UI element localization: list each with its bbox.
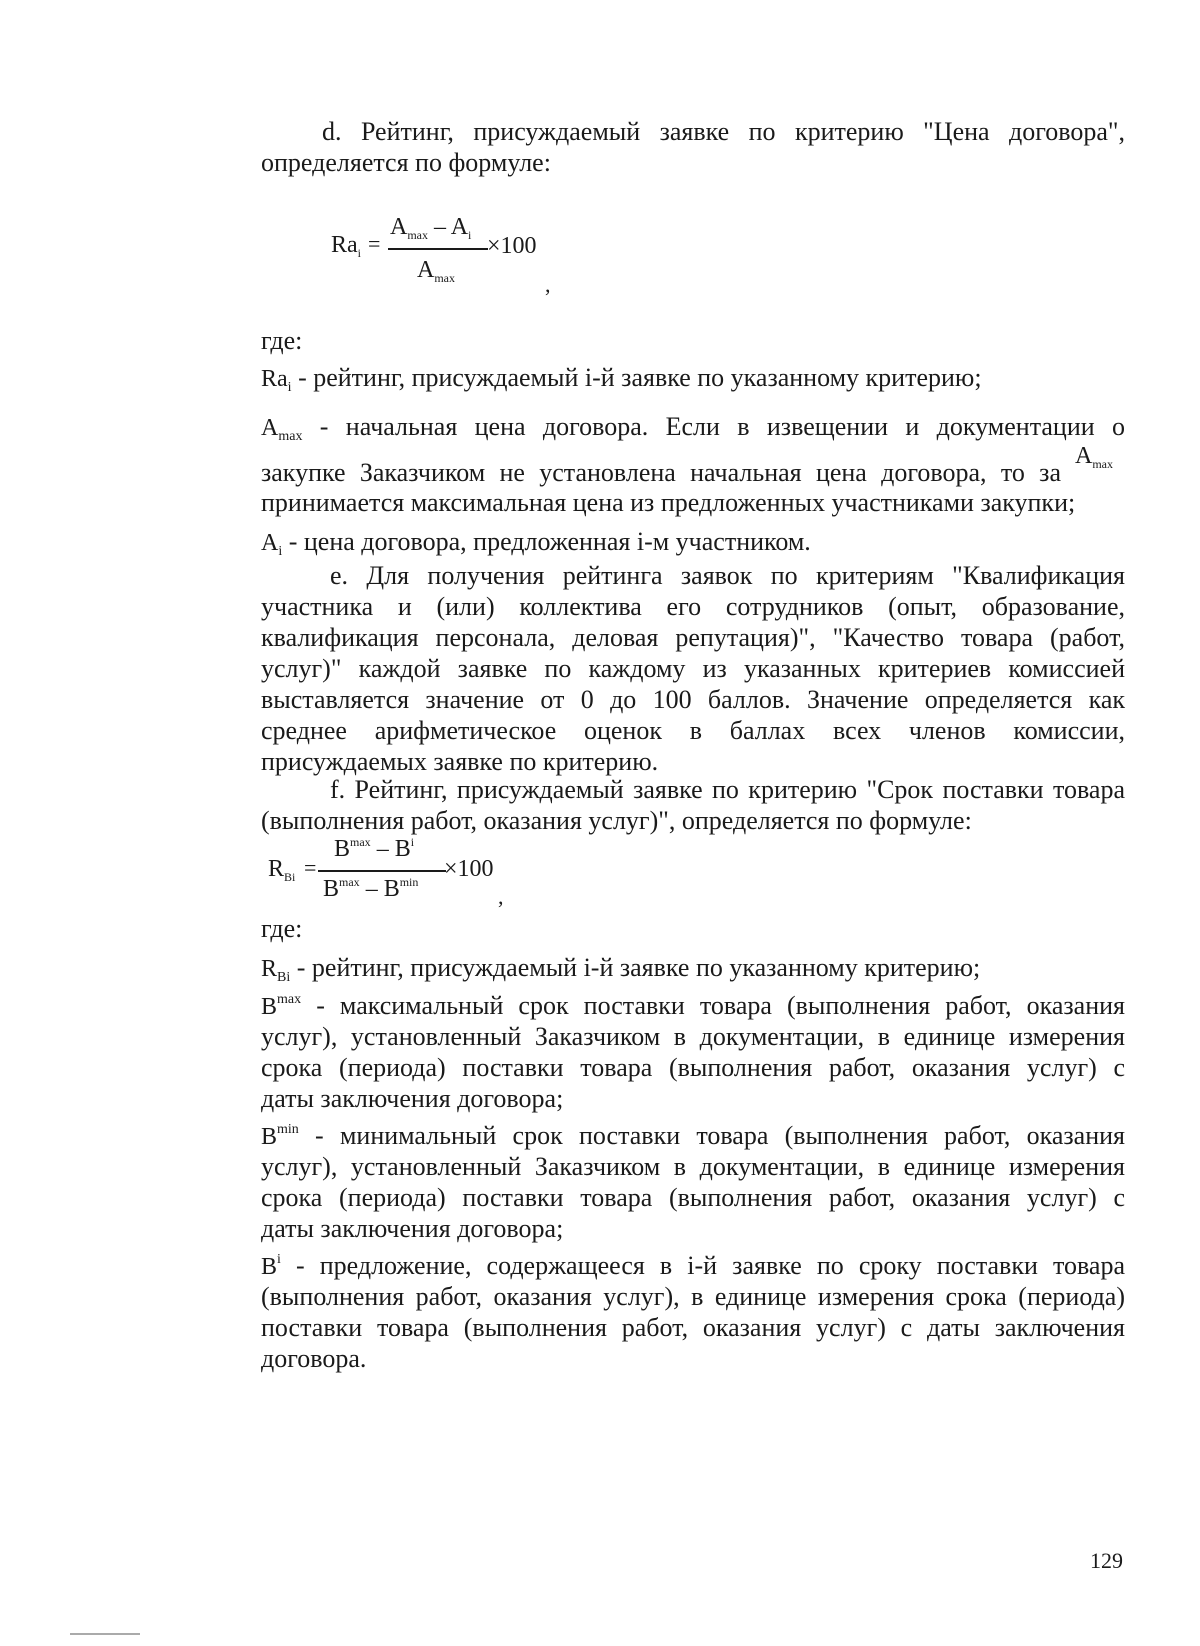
formula1-lhs: $Ra_i$ [331,232,362,260]
def-bmax-line4: даты заключения договора; [261,1084,564,1113]
para-e-line3: квалификация персонала, деловая репутация)", "Качество товара (работ, [261,623,1125,652]
formula2-comma: , [498,884,504,909]
para-e-line5: выставляется значение от 0 до 100 баллов. Значение определяется как [261,685,1125,714]
formula1-times: ×100 [487,233,537,259]
def-bi-line2: (выполнения работ, оказания услуг), в единице измерения срока (периода) [261,1282,1125,1311]
formula1-eq: = [368,231,381,256]
def-rai: $Ra_i$ - рейтинг, присуждаемый i-й заявке по указанному критерию; [261,363,982,395]
where-label-2: где: [261,914,303,943]
def-bmax-line2: услуг), установленный Заказчиком в документации, в единице измерения [261,1022,1125,1051]
def-amax-line1: $A_{max}$ - начальная цена договора. Если в извещении и документации о [261,412,1126,444]
para-d-line2: определяется по формуле: [261,148,551,177]
where-label-1: где: [261,326,303,355]
def-bi-line1: $B^i$ - предложение, содержащееся в i-й заявке по сроку поставки товара [261,1251,1126,1280]
formula1-comma: , [545,272,551,297]
formula2-numerator: $B^{max} - B^i$ [334,835,415,862]
formula2-eq: = [304,855,317,880]
symbol-bi: $B^i$ [261,1252,281,1280]
formula1-numerator: $A_{max} - A_i$ [390,214,472,242]
def-bmax-line1: $B^{max}$ - максимальный срок поставки товара (выполнения работ, оказания [261,991,1126,1020]
formula1-denominator: $A_{max}$ [417,257,456,285]
page-number: 129 [1090,1548,1123,1573]
symbol-rai: $Ra_i$ [261,366,292,395]
para-e-line4: услуг)" каждой заявке по каждому из указанных критериев комиссией [261,654,1125,683]
formula2-lhs: $R_{Bi}$ [268,856,296,884]
symbol-amax-inline: $A_{max}$ [1075,443,1114,471]
def-bmin-line1: $B^{min}$ - минимальный срок поставки товара (выполнения работ, оказания [261,1121,1126,1150]
def-amax-line2: закупке Заказчиком не установлена начальная цена договора, то за [261,458,1061,487]
def-bmax-line3: срока (периода) поставки товара (выполнения работ, оказания услуг) с [261,1053,1125,1082]
symbol-ai: $A_i$ [261,530,283,559]
def-rbi: $R_{Bi}$ - рейтинг, присуждаемый i-й заявке по указанному критерию; [261,953,981,985]
para-d-line1: d. Рейтинг, присуждаемый заявке по критерию "Цена договора", [322,117,1125,146]
def-ai: $A_i$ - цена договора, предложенная i-м участником. [261,527,811,559]
def-bmin-line3: срока (периода) поставки товара (выполнения работ, оказания услуг) с [261,1183,1125,1212]
symbol-rbi: $R_{Bi}$ [261,956,291,985]
para-e-line1: e. Для получения рейтинга заявок по критериям "Квалификация [330,561,1125,590]
def-bi-line3: поставки товара (выполнения работ, оказания услуг) с даты заключения [261,1313,1125,1342]
para-f-line1: f. Рейтинг, присуждаемый заявке по критерию "Срок поставки товара [330,775,1125,804]
para-e-line7: присуждаемых заявке по критерию. [261,747,659,776]
symbol-bmin: $B^{min}$ [261,1122,299,1150]
para-f-line2: (выполнения работ, оказания услуг)", определяется по формуле: [261,806,972,835]
formula2-denominator: $B^{max} - B^{min}$ [323,875,419,902]
symbol-bmax: $B^{max}$ [261,992,302,1020]
def-bmin-line2: услуг), установленный Заказчиком в документации, в единице измерения [261,1152,1125,1181]
formula1-fraction-bar [388,248,488,250]
symbol-amax: $A_{max}$ [261,415,303,444]
formula2-times: ×100 [444,856,494,882]
formula2-fraction-bar [318,870,446,872]
scan-edge-mark [70,1633,140,1635]
def-bi-line4: договора. [261,1344,367,1373]
def-amax-line3: принимается максимальная цена из предложенных участниками закупки; [261,488,1076,517]
def-bmin-line4: даты заключения договора; [261,1214,564,1243]
para-e-line2: участника и (или) коллектива его сотрудников (опыт, образование, [261,592,1125,621]
para-e-line6: среднее арифметическое оценок в баллах всех членов комиссии, [261,716,1125,745]
